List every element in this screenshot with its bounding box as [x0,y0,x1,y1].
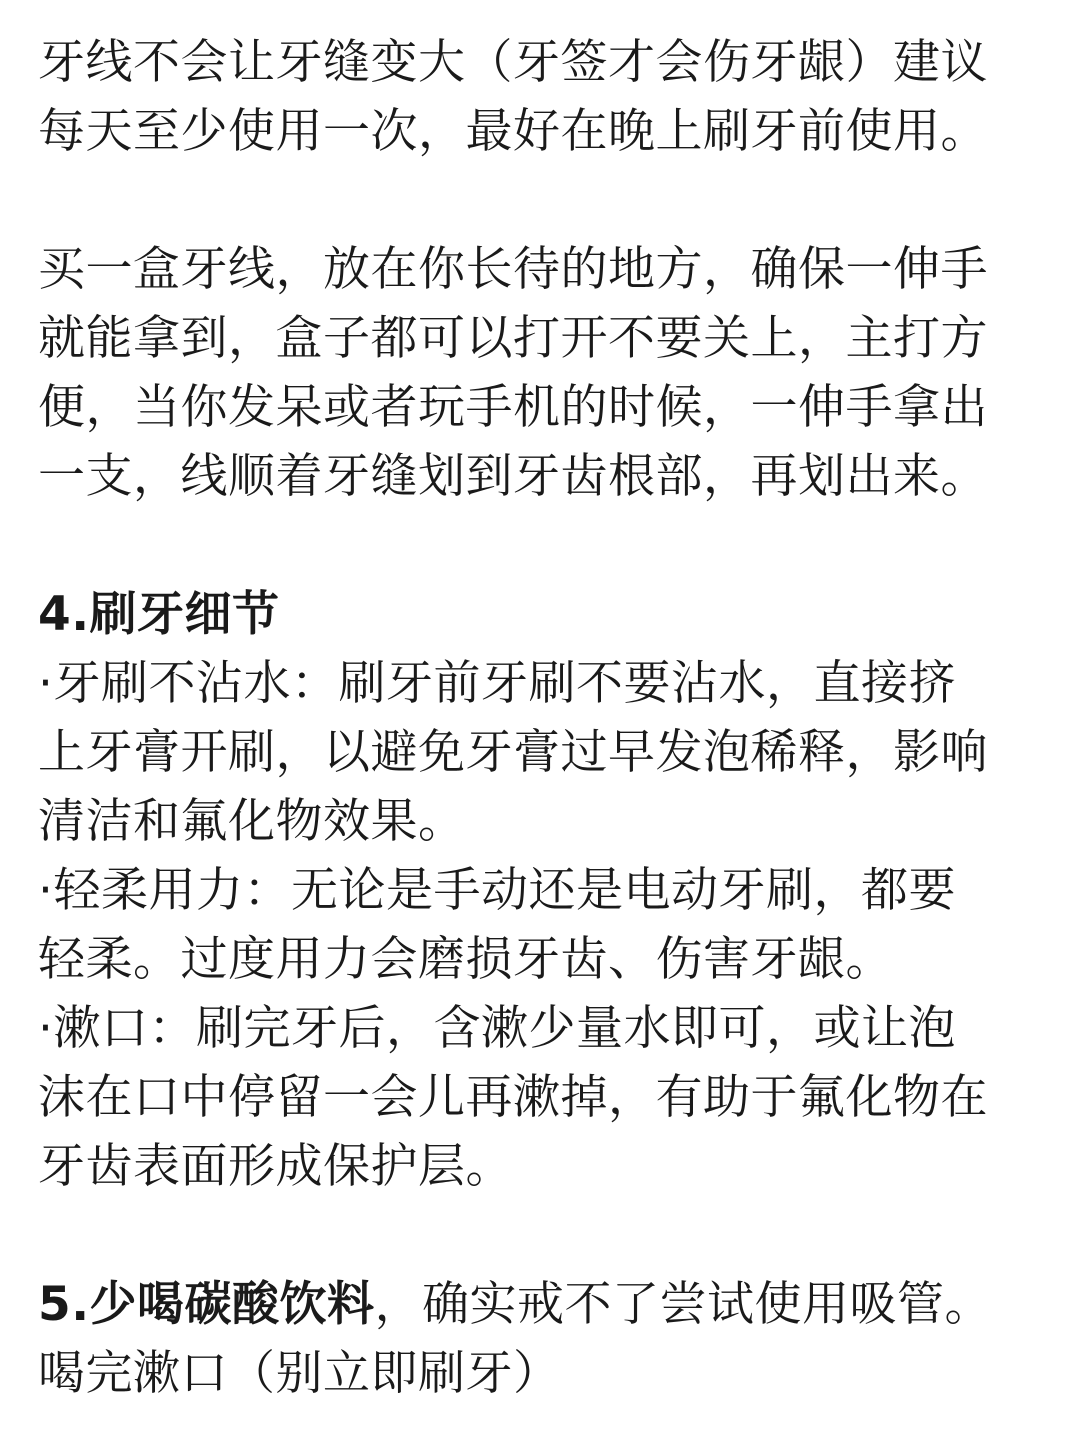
paragraph-1-line-2: 每天至少使用一次，最好在晚上刷牙前使用。 [38,104,988,159]
tip-3-line-2: 沫在口中停留一会儿再漱掉，有助于氟化物在 [38,1070,988,1125]
paragraph-spacer [38,1201,1042,1270]
paragraph-2-line-1: 买一盒牙线，放在你长待的地方，确保一伸手 [38,242,988,297]
section-5-heading: 5.少喝碳酸饮料 [38,1277,375,1332]
tip-1-line-3: 清洁和氟化物效果。 [38,794,466,849]
section-4-heading: 4.刷牙细节 [38,587,280,642]
tip-3-line-3: 牙齿表面形成保护层。 [38,1139,513,1194]
paragraph-spacer [38,511,1042,580]
tip-1-line-2: 上牙膏开刷，以避免牙膏过早发泡稀释，影响 [38,725,988,780]
paragraph-1-line-1: 牙线不会让牙缝变大（牙签才会伤牙龈）建议 [38,35,988,90]
paragraph-2-line-3: 便，当你发呆或者玩手机的时候，一伸手拿出 [38,380,988,435]
paragraph-spacer [38,166,1042,235]
paragraph-2-line-4: 一支，线顺着牙缝划到牙齿根部，再划出来。 [38,449,988,504]
section-5-heading-rest: ，确实戒不了尝试使用吸管。 [374,1277,993,1332]
tip-2-line-2: 轻柔。过度用力会磨损牙齿、伤害牙龈。 [38,932,893,987]
paragraph-2-line-2: 就能拿到，盒子都可以打开不要关上，主打方 [38,311,988,366]
section-5-line-2: 喝完漱口（别立即刷牙） [38,1346,561,1401]
tip-1-line-1: ·牙刷不沾水：刷牙前牙刷不要沾水，直接挤 [38,656,956,711]
tip-3-line-1: ·漱口：刷完牙后，含漱少量水即可，或让泡 [38,1001,956,1056]
section-5-heading-line [38,1270,1042,1339]
tip-2-line-1: ·轻柔用力：无论是手动还是电动牙刷，都要 [38,863,956,918]
